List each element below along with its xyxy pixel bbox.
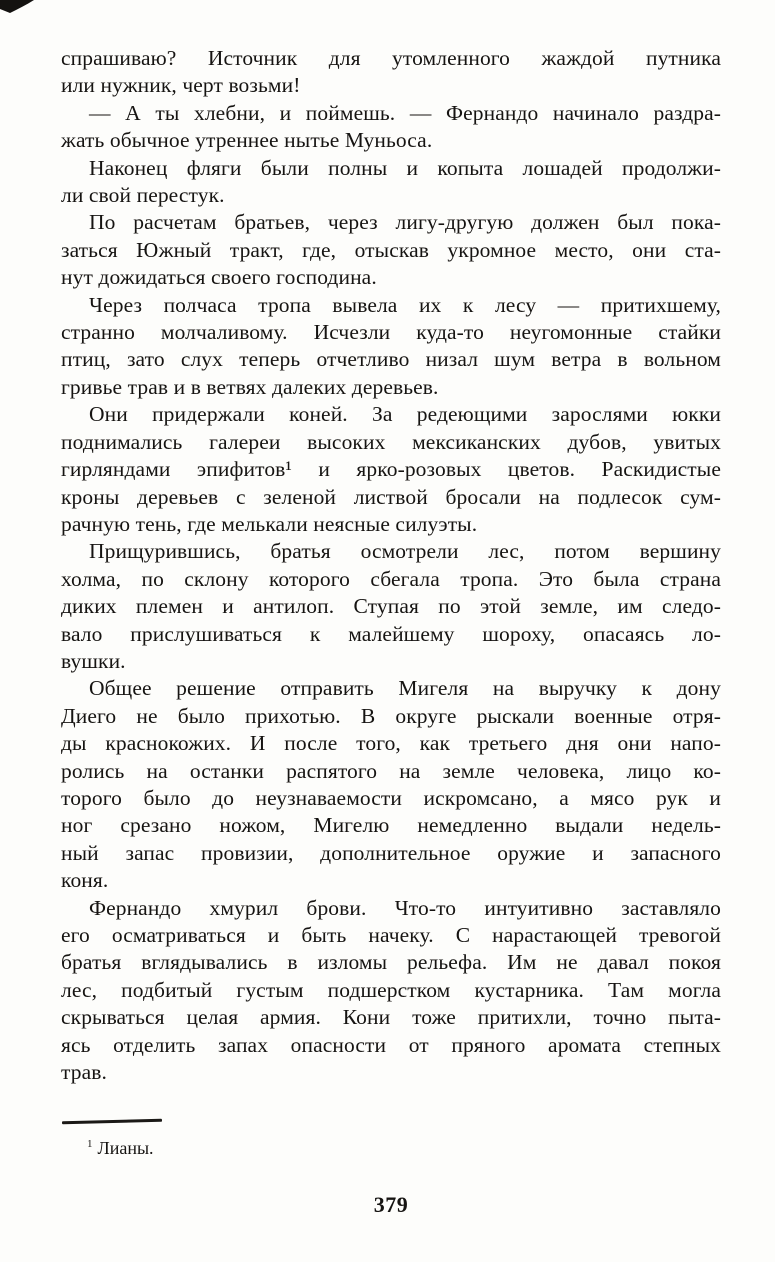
- text-line: его осматриваться и быть начеку. С нарастающей тревогой: [61, 923, 721, 947]
- footnote-text: Лианы.: [97, 1138, 154, 1158]
- body-text: [61, 45, 721, 1086]
- page-number: 379: [373, 1192, 409, 1217]
- text-line: Наконец фляги были полны и копыта лошадей продолжи-: [89, 155, 721, 180]
- text-line: диких племен и антилоп. Ступая по этой земле, им следо-: [61, 594, 721, 619]
- footnote: [61, 1136, 721, 1160]
- text-line: Фернандо хмурил брови. Что-то интуитивно заставляло: [89, 895, 721, 920]
- text-line: ды краснокожих. И после того, как третьего дня они напо-: [61, 731, 721, 756]
- text-line: По расчетам братьев, через лигу-другую должен был пока-: [89, 210, 721, 235]
- text-line: вушки.: [61, 648, 126, 673]
- text-line: поднимались галереи высоких мексиканских дубов, увитых: [61, 429, 721, 454]
- text-line: кроны деревьев с зеленой листвой бросали на подлесок сум-: [61, 484, 721, 509]
- text-line: вало прислушиваться к малейшему шороху, опасаясь ло-: [61, 621, 721, 646]
- footnote-divider: [62, 1119, 162, 1124]
- text-line: трав.: [61, 1060, 107, 1085]
- text-line: спрашиваю? Источник для утомленного жаждой путника: [61, 46, 721, 70]
- text-line: заться Южный тракт, где, отыскав укромное место, они ста-: [61, 237, 721, 262]
- text-line: странно молчаливому. Исчезли куда-то неугомонные стайки: [61, 320, 721, 345]
- text-line: холма, по склону которого сбегала тропа. Это была страна: [61, 566, 721, 591]
- text-line: ног срезано ножом, Мигелю немедленно выдали недель-: [61, 813, 721, 838]
- text-line: рачную тень, где мелькали неясные силуэты.: [61, 511, 478, 536]
- text-line: ролись на останки распятого на земле человека, лицо ко-: [61, 758, 721, 783]
- scan-corner-artifact: [0, 0, 40, 16]
- text-line: гривье трав и в ветвях далеких деревьев.: [61, 374, 439, 399]
- text-line: Через полчаса тропа вывела их к лесу — притихшему,: [89, 292, 721, 317]
- text-line: Прищурившись, братья осмотрели лес, потом вершину: [89, 539, 721, 564]
- text-line: лес, подбитый густым подшерстком кустарника. Там могла: [61, 977, 721, 1002]
- text-line: Общее решение отправить Мигеля на выручку к дону: [89, 676, 721, 701]
- text-line: Диего не было прихотью. В округе рыскали военные отря-: [61, 703, 721, 728]
- text-line: братья вглядывались в изломы рельефа. Им не давал покоя: [61, 950, 721, 975]
- text-line: — А ты хлебни, и поймешь. — Фернандо начинало раздра-: [89, 100, 721, 125]
- text-line: птиц, зато слух теперь отчетливо низал шум ветра в вольном: [61, 347, 721, 372]
- text-line: коня.: [61, 868, 109, 893]
- text-line: гирляндами эпифитов¹ и ярко-розовых цветов. Раскидистые: [61, 457, 721, 482]
- text-line: ли свой перестук.: [61, 183, 225, 208]
- text-line: нут дожидаться своего господина.: [61, 265, 377, 290]
- text-line: торого было до неузнаваемости искромсано, а мясо рук и: [61, 785, 721, 810]
- text-line: ный запас провизии, дополнительное оружие и запасного: [61, 840, 721, 865]
- text-line: скрываться целая армия. Кони тоже притихли, точно пыта-: [61, 1005, 721, 1030]
- text-line: Они придержали коней. За редеющими зарослями юкки: [89, 402, 721, 427]
- text-line: жать обычное утреннее нытье Муньоса.: [61, 128, 433, 153]
- text-line: или нужник, черт возьми!: [61, 73, 301, 98]
- footnote-marker: 1: [87, 1138, 93, 1150]
- text-line: ясь отделить запах опасности от пряного аромата степных: [61, 1032, 721, 1057]
